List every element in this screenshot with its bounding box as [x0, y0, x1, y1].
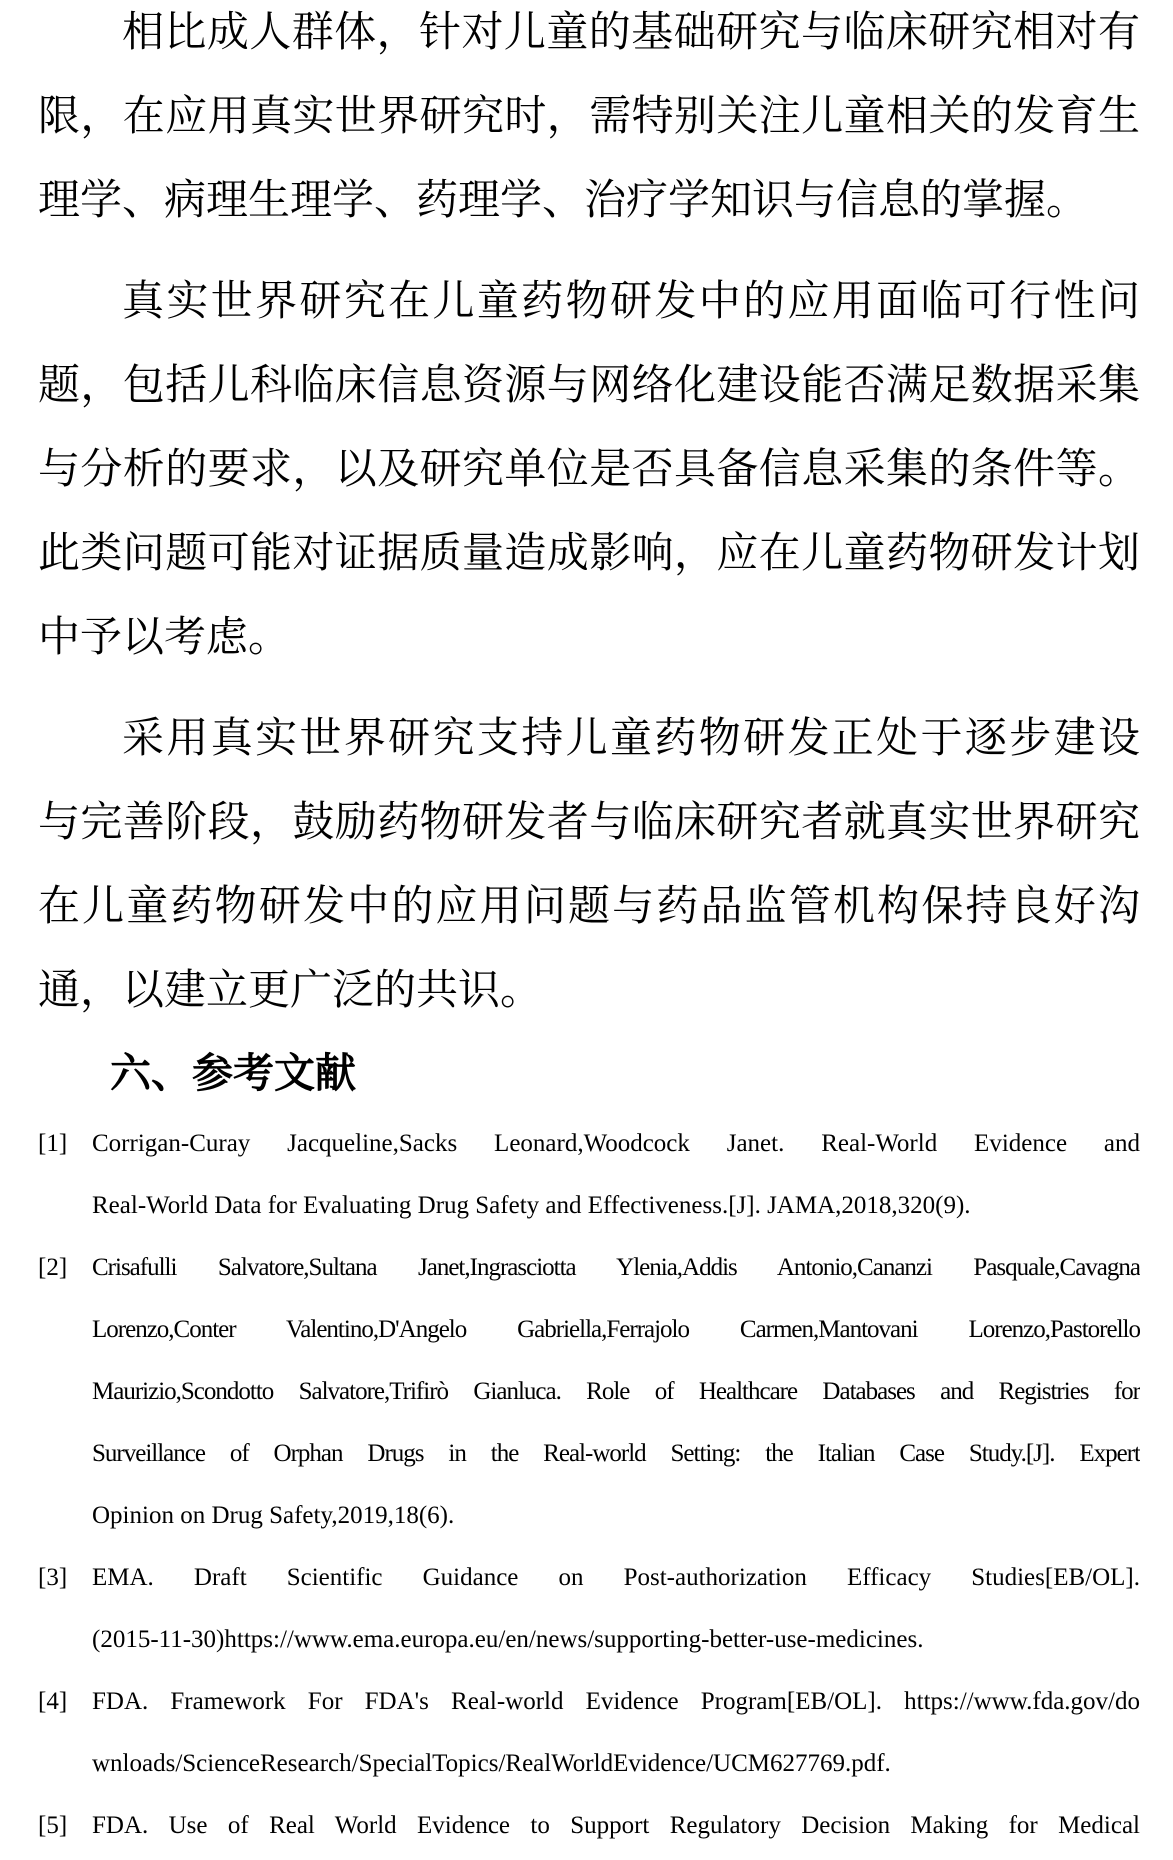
reference-item-2 — [38, 1237, 1140, 1547]
text-line: 采用真实世界研究支持儿童药物研发正处于逐步建设 — [122, 716, 1140, 762]
text-line: Lorenzo,Conter Valentino,D'Angelo Gabriella,Ferrajolo Carmen,Mantovani Lorenzo,Pastorello — [92, 1316, 1140, 1343]
reference-item-5 — [38, 1795, 1140, 1857]
text-line: 限，在应用真实世界研究时，需特别关注儿童相关的发育生 — [38, 94, 1140, 140]
paragraph-2 — [38, 260, 1140, 680]
text-line: EMA. Draft Scientific Guidance on Post-authorization Efficacy Studies[EB/OL]. — [92, 1564, 1140, 1591]
text-line: 通，以建立更广泛的共识。 — [38, 968, 543, 1014]
text-line: Surveillance of Orphan Drugs in the Real-world Setting: the Italian Case Study.[J]. Expert — [92, 1440, 1140, 1467]
text-line: 真实世界研究在儿童药物研发中的应用面临可行性问 — [122, 279, 1140, 325]
text-line: wnloads/ScienceResearch/SpecialTopics/RealWorldEvidence/UCM627769.pdf. — [92, 1750, 891, 1777]
text-line: 此类问题可能对证据质量造成影响，应在儿童药物研发计划 — [38, 531, 1140, 577]
reference-item-1 — [38, 1113, 1140, 1237]
paragraph-3 — [38, 697, 1140, 1033]
reference-marker: [4] — [38, 1688, 68, 1715]
text-line: 与分析的要求，以及研究单位是否具备信息采集的条件等。 — [38, 447, 1140, 493]
text-line: Maurizio,Scondotto Salvatore,Trifirò Gianluca. Role of Healthcare Databases and Registries for — [92, 1378, 1140, 1405]
reference-marker: [1] — [38, 1130, 68, 1157]
text-line: Crisafulli Salvatore,Sultana Janet,Ingrasciotta Ylenia,Addis Antonio,Cananzi Pasquale,Cavagna — [92, 1254, 1140, 1281]
text-line: FDA. Framework For FDA's Real-world Evidence Program[EB/OL]. https://www.fda.gov/do — [92, 1688, 1140, 1715]
section-heading-references: 六、参考文献 — [110, 1050, 356, 1096]
text-line: (2015-11-30)https://www.ema.europa.eu/en/news/supporting-better-use-medicines. — [92, 1626, 924, 1653]
reference-item-3 — [38, 1547, 1140, 1671]
text-line: 相比成人群体，针对儿童的基础研究与临床研究相对有 — [122, 10, 1140, 56]
paragraph-1 — [38, 0, 1140, 243]
text-line: 与完善阶段，鼓励药物研发者与临床研究者就真实世界研究 — [38, 800, 1140, 846]
text-line: 理学、病理生理学、药理学、治疗学知识与信息的掌握。 — [38, 178, 1089, 224]
text-line: Real-World Data for Evaluating Drug Safety and Effectiveness.[J]. JAMA,2018,320(9). — [92, 1192, 971, 1219]
reference-marker: [5] — [38, 1812, 68, 1839]
text-line: 中予以考虑。 — [38, 615, 291, 661]
reference-list — [38, 1113, 1140, 1857]
text-line: FDA. Use of Real World Evidence to Support Regulatory Decision Making for Medical — [92, 1812, 1140, 1839]
body-text — [38, 0, 1140, 1033]
text-line: 在儿童药物研发中的应用问题与药品监管机构保持良好沟 — [38, 884, 1140, 930]
text-line: Opinion on Drug Safety,2019,18(6). — [92, 1502, 455, 1529]
text-line: Corrigan-Curay Jacqueline,Sacks Leonard,Woodcock Janet. Real-World Evidence and — [92, 1130, 1140, 1157]
reference-marker: [3] — [38, 1564, 68, 1591]
text-line: 题，包括儿科临床信息资源与网络化建设能否满足数据采集 — [38, 363, 1140, 409]
reference-item-4 — [38, 1671, 1140, 1795]
reference-marker: [2] — [38, 1254, 68, 1281]
